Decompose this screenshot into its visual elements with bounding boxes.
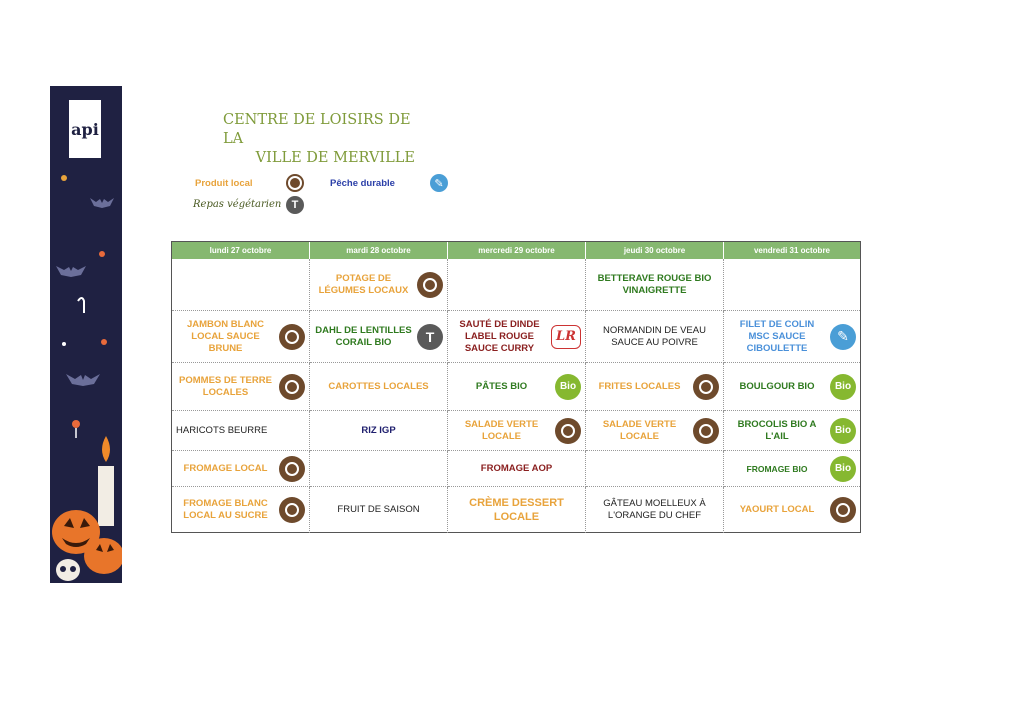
dish-label: SALADE VERTE LOCALE xyxy=(602,418,677,442)
sustainable-fishing-icon: ✎ xyxy=(430,174,448,192)
title-line-2: VILLE DE MERVILLE xyxy=(255,150,415,166)
dish-label: YAOURT LOCAL xyxy=(739,504,815,515)
menu-cell xyxy=(448,411,586,451)
menu-cell xyxy=(586,487,724,533)
sustainable-fishing-icon: ✎ xyxy=(830,324,856,350)
local-product-icon xyxy=(279,456,305,482)
page-title xyxy=(190,111,415,168)
bio-icon: Bio xyxy=(830,374,856,400)
day-header: mardi 28 octobre xyxy=(310,242,448,259)
dish-label: FROMAGE BLANC LOCAL AU SUCRE xyxy=(183,498,268,521)
dish-label: FROMAGE LOCAL xyxy=(183,462,268,474)
menu-cell xyxy=(310,487,448,533)
menu-cell xyxy=(172,259,310,311)
dish-label: HARICOTS BEURRE xyxy=(176,424,268,436)
menu-cell xyxy=(448,259,586,311)
menu-cell xyxy=(310,451,448,487)
halloween-banner xyxy=(50,86,122,583)
menu-cell xyxy=(310,363,448,411)
legend-peche-label: Pêche durable xyxy=(330,178,395,189)
menu-cell xyxy=(310,259,448,311)
menu-cell xyxy=(586,363,724,411)
menu-cell xyxy=(448,311,586,363)
dish-label: CRÈME DESSERT LOCALE xyxy=(469,497,564,523)
dish-label: FRITES LOCALES xyxy=(598,380,681,392)
dish-label: GÂTEAU MOELLEUX À L'ORANGE DU CHEF xyxy=(603,498,706,521)
dish-label: PÂTES BIO xyxy=(475,380,528,392)
menu-cell xyxy=(724,411,860,451)
bio-icon: Bio xyxy=(830,456,856,482)
menu-cell xyxy=(448,363,586,411)
dish-label: FROMAGE BIO xyxy=(746,463,808,474)
local-product-icon xyxy=(417,272,443,298)
local-product-icon xyxy=(279,324,305,350)
menu-cell xyxy=(172,451,310,487)
menu-cell xyxy=(724,487,860,533)
day-header: jeudi 30 octobre xyxy=(586,242,724,259)
dish-label: BROCOLIS BIO A L'AIL xyxy=(737,418,817,442)
dish-label: RIZ IGP xyxy=(361,424,396,436)
dish-label: FROMAGE AOP xyxy=(480,462,553,474)
dish-label: SAUTÉ DE DINDE LABEL ROUGE SAUCE CURRY xyxy=(459,318,540,354)
dish-label: BOULGOUR BIO xyxy=(739,380,815,392)
local-product-icon xyxy=(279,374,305,400)
vegetarian-icon: T xyxy=(286,196,304,214)
menu-cell xyxy=(724,451,860,487)
dish-label: DAHL DE LENTILLES CORAIL BIO xyxy=(315,324,412,348)
dish-label: POTAGE DE LÉGUMES LOCAUX xyxy=(318,272,409,296)
bio-icon: Bio xyxy=(830,418,856,444)
menu-cell xyxy=(310,311,448,363)
dish-label: FRUIT DE SAISON xyxy=(337,504,420,515)
legend-local-label: Produit local xyxy=(195,178,253,189)
menu-cell xyxy=(172,311,310,363)
menu-cell xyxy=(586,411,724,451)
menu-cell xyxy=(310,411,448,451)
dish-label: FILET DE COLIN MSC SAUCE CIBOULETTE xyxy=(739,318,815,354)
local-product-icon xyxy=(555,418,581,444)
local-product-icon xyxy=(693,418,719,444)
dish-label: JAMBON BLANC LOCAL SAUCE BRUNE xyxy=(186,318,265,354)
local-product-icon xyxy=(693,374,719,400)
local-product-icon xyxy=(279,497,305,523)
menu-cell xyxy=(724,363,860,411)
menu-cell xyxy=(448,487,586,533)
halloween-decoration xyxy=(50,86,122,583)
menu-cell xyxy=(172,411,310,451)
vegetarian-icon: T xyxy=(417,324,443,350)
day-header: lundi 27 octobre xyxy=(172,242,310,259)
menu-cell xyxy=(448,451,586,487)
menu-cell xyxy=(724,259,860,311)
menu-cell xyxy=(172,363,310,411)
api-logo: api xyxy=(69,100,101,158)
dish-label: CAROTTES LOCALES xyxy=(328,380,429,392)
menu-cell xyxy=(724,311,860,363)
bio-icon: Bio xyxy=(555,374,581,400)
local-product-icon xyxy=(830,497,856,523)
menu-table xyxy=(171,241,861,533)
local-product-icon xyxy=(286,174,304,192)
title-line-1: CENTRE DE LOISIRS DE LA xyxy=(223,112,411,147)
day-header: vendredi 31 octobre xyxy=(724,242,860,259)
dish-label: BETTERAVE ROUGE BIO VINAIGRETTE xyxy=(597,272,712,296)
menu-cell xyxy=(586,451,724,487)
day-header: mercredi 29 octobre xyxy=(448,242,586,259)
dish-label: NORMANDIN DE VEAU SAUCE AU POIVRE xyxy=(603,324,706,348)
dish-label: POMMES DE TERRE LOCALES xyxy=(179,374,272,398)
menu-cell xyxy=(172,487,310,533)
menu-cell xyxy=(586,259,724,311)
menu-cell xyxy=(586,311,724,363)
dish-label: SALADE VERTE LOCALE xyxy=(464,418,539,442)
legend-vegetarian-label: Repas végétarien xyxy=(193,199,282,210)
label-rouge-icon: LR xyxy=(551,325,581,349)
